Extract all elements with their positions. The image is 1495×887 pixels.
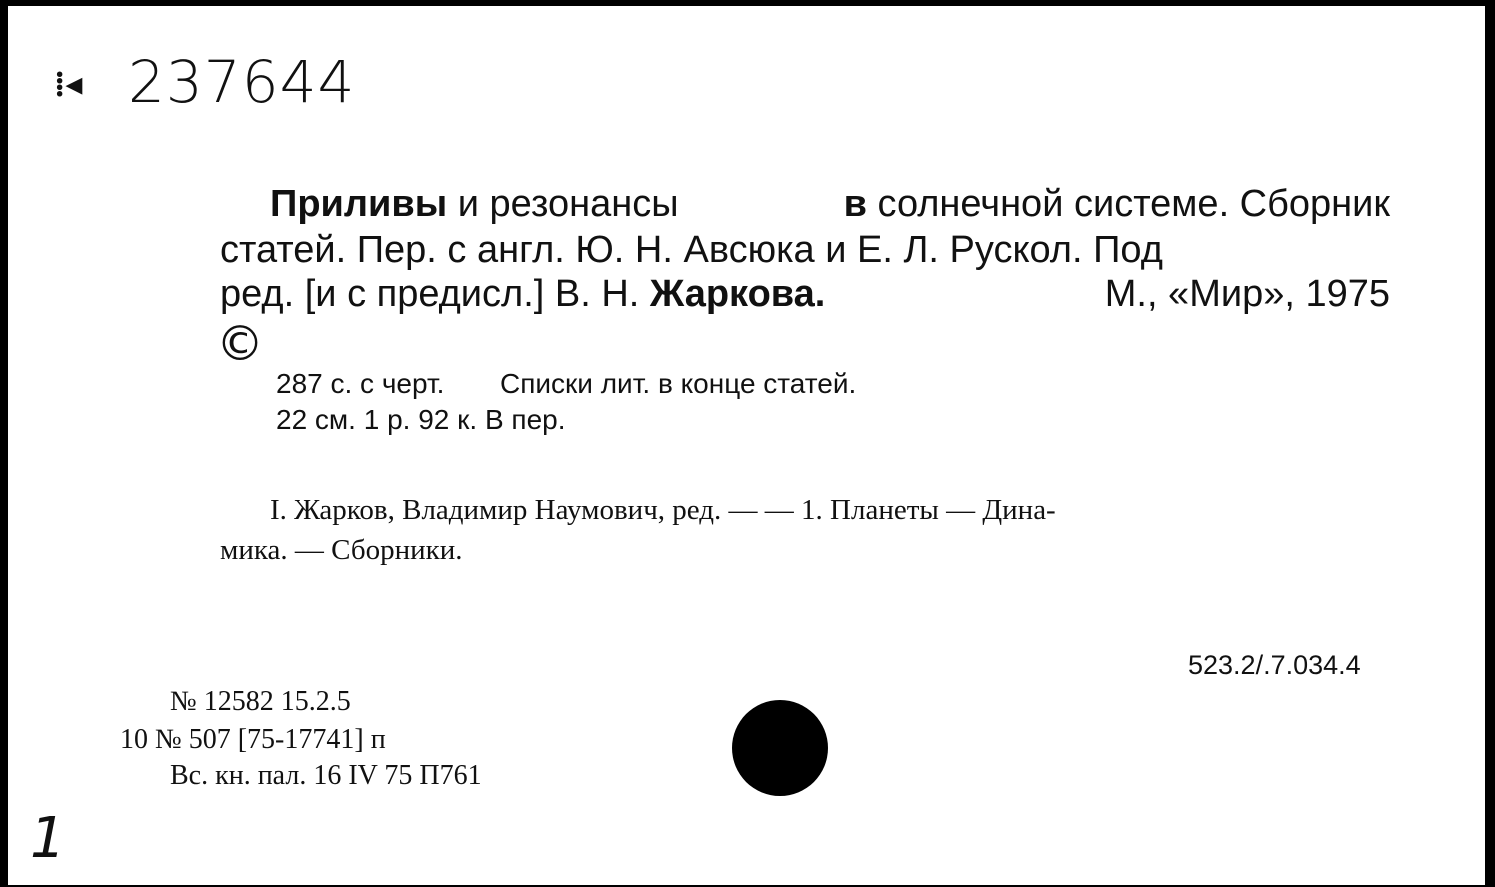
size-price-line: 22 см. 1 р. 92 к. В пер. bbox=[276, 404, 566, 435]
title-line-1 bbox=[270, 182, 1390, 226]
classification-code: 523.2/.7.034.4 bbox=[1188, 650, 1361, 680]
pages: 287 с. с черт. bbox=[276, 368, 445, 399]
handwritten-number: 237644 bbox=[128, 48, 356, 116]
editor-name: Жаркова. bbox=[649, 273, 826, 315]
title-bold-2: в bbox=[843, 183, 867, 225]
copyright-symbol: © bbox=[216, 316, 264, 372]
title-line-2: статей. Пер. с англ. Ю. Н. Авсюка и Е. Л. Рускол. Под bbox=[220, 229, 1163, 271]
bibliography-note: Списки лит. в конце статей. bbox=[500, 368, 857, 399]
title-bold: Приливы bbox=[270, 183, 448, 225]
subjects-line-2: мика. — Сборники. bbox=[220, 534, 463, 566]
handwritten-corner-number: 1 bbox=[30, 806, 66, 871]
ledger-line-3: Вс. кн. пал. 16 IV 75 П761 bbox=[170, 760, 482, 791]
pages-line bbox=[276, 368, 856, 400]
marker-glyph: ⁞◂ bbox=[54, 66, 83, 103]
ledger-line-1: № 12582 15.2.5 bbox=[170, 686, 351, 717]
ledger-line-2: 10 № 507 [75-17741] п bbox=[120, 724, 386, 755]
subjects-line-1: I. Жарков, Владимир Наумович, ред. — — 1. Планеты — Дина- bbox=[270, 494, 1056, 526]
punch-hole bbox=[732, 700, 828, 796]
title-line-3 bbox=[220, 272, 1390, 316]
title-rest: и резонансы bbox=[457, 183, 679, 225]
line3-left: ред. [и с предисл.] В. Н. bbox=[220, 273, 640, 315]
title-line1-end: солнечной системе. Сборник bbox=[877, 183, 1390, 225]
publisher-year: М., «Мир», 1975 bbox=[1104, 273, 1390, 315]
